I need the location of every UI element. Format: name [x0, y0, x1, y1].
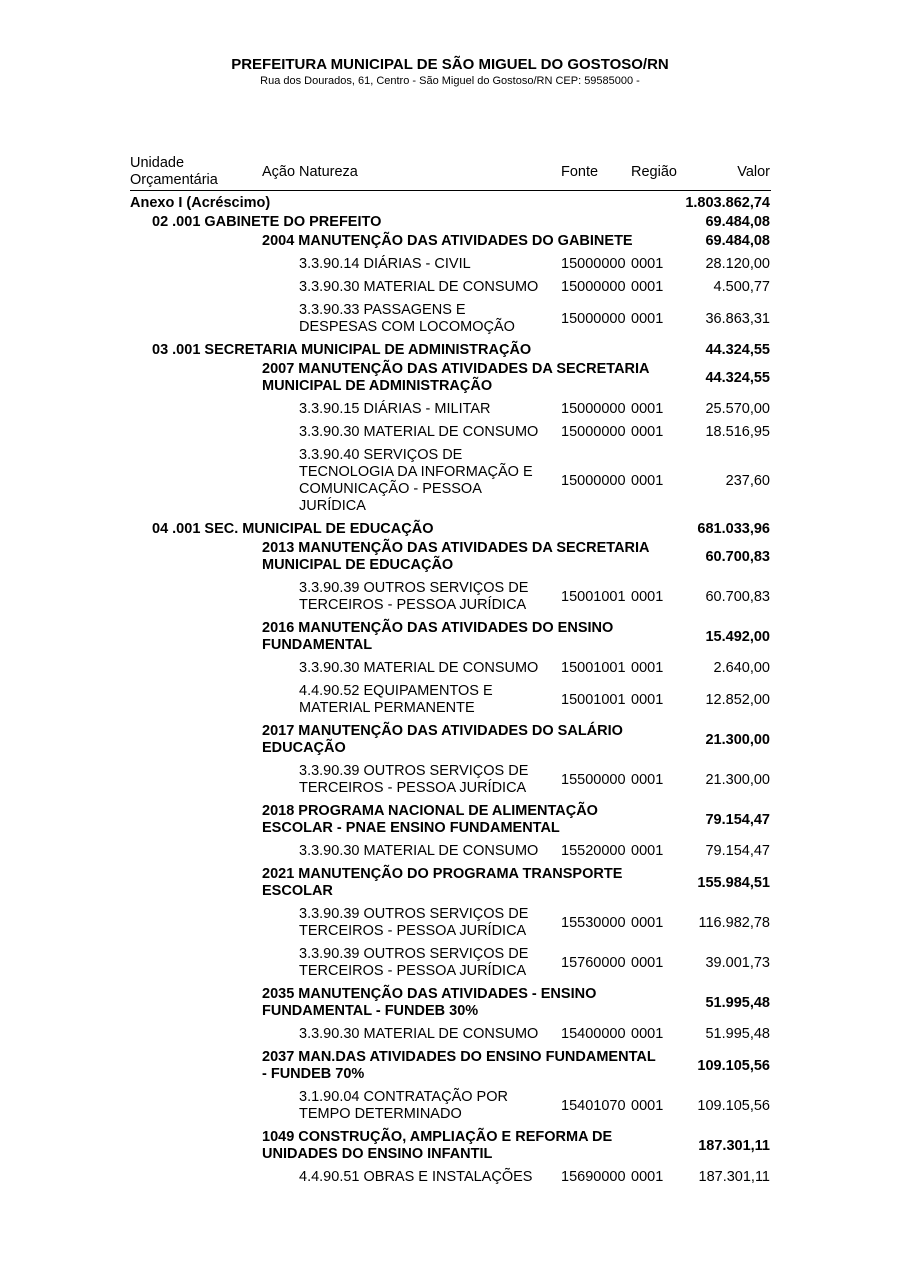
- action-label: 2004 MANUTENÇÃO DAS ATIVIDADES DO GABINETE: [262, 233, 633, 249]
- item-value: 109.105,56: [697, 1097, 770, 1114]
- item-value: 4.500,77: [713, 279, 770, 295]
- action-label: ESCOLAR: [262, 883, 333, 899]
- item-label: 3.3.90.39 OUTROS SERVIÇOS DE: [299, 946, 529, 962]
- item-value: 187.301,11: [698, 1169, 770, 1185]
- item-label: JURÍDICA: [299, 498, 366, 514]
- item-label: 3.3.90.30 MATERIAL DE CONSUMO: [299, 424, 539, 440]
- action-label: EDUCAÇÃO: [262, 740, 346, 756]
- action-label: MUNICIPAL DE ADMINISTRAÇÃO: [262, 378, 493, 394]
- col-acao: Ação: [262, 164, 296, 180]
- action-label: 2007 MANUTENÇÃO DAS ATIVIDADES DA SECRETARIA: [262, 361, 650, 377]
- fonte-code: 15400000: [561, 1026, 626, 1042]
- unit-value: 681.033,96: [697, 521, 770, 537]
- item-label: 4.4.90.51 OBRAS E INSTALAÇÕES: [299, 1169, 533, 1185]
- item-label: 3.3.90.30 MATERIAL DE CONSUMO: [299, 660, 539, 676]
- fonte-code: 15001001: [561, 588, 626, 605]
- fonte-code: 15530000: [561, 914, 626, 931]
- action-value: 21.300,00: [705, 731, 770, 748]
- item-label: TERCEIROS - PESSOA JURÍDICA: [299, 923, 527, 939]
- item-value: 60.700,83: [705, 588, 770, 605]
- col-valor: Valor: [737, 164, 770, 180]
- item-label: MATERIAL PERMANENTE: [299, 700, 475, 716]
- unit-label: 04 .001 SEC. MUNICIPAL DE EDUCAÇÃO: [152, 521, 434, 537]
- action-value: 187.301,11: [698, 1137, 770, 1154]
- item-label: 3.3.90.39 OUTROS SERVIÇOS DE: [299, 906, 529, 922]
- unit-value: 69.484,08: [705, 214, 770, 230]
- item-value: 39.001,73: [705, 954, 770, 971]
- document-address: Rua dos Dourados, 61, Centro - São Miguel do Gostoso/RN CEP: 59585000 -: [260, 75, 640, 87]
- fonte-code: 15000000: [561, 472, 626, 489]
- fonte-code: 15520000: [561, 843, 626, 859]
- item-value: 18.516,95: [705, 424, 770, 440]
- item-label: 3.3.90.14 DIÁRIAS - CIVIL: [299, 256, 471, 272]
- regiao-code: 0001: [631, 310, 664, 327]
- regiao-code: 0001: [631, 1026, 664, 1042]
- regiao-code: 0001: [631, 1169, 664, 1185]
- regiao-code: 0001: [631, 843, 664, 859]
- fonte-code: 15000000: [561, 424, 626, 440]
- fonte-code: 15401070: [561, 1097, 626, 1114]
- col-natureza: Natureza: [299, 164, 358, 180]
- item-value: 36.863,31: [705, 310, 770, 327]
- fonte-code: 15690000: [561, 1169, 626, 1185]
- action-label: 1049 CONSTRUÇÃO, AMPLIAÇÃO E REFORMA DE: [262, 1129, 613, 1145]
- action-label: ESCOLAR - PNAE ENSINO FUNDAMENTAL: [262, 820, 560, 836]
- item-value: 116.982,78: [698, 914, 770, 931]
- regiao-code: 0001: [631, 588, 664, 605]
- regiao-code: 0001: [631, 424, 664, 440]
- action-value: 44.324,55: [705, 369, 770, 386]
- fonte-code: 15001001: [561, 660, 626, 676]
- fonte-code: 15000000: [561, 401, 626, 417]
- regiao-code: 0001: [631, 954, 664, 971]
- item-label: 3.3.90.30 MATERIAL DE CONSUMO: [299, 843, 539, 859]
- regiao-code: 0001: [631, 401, 664, 417]
- unit-label: 03 .001 SECRETARIA MUNICIPAL DE ADMINISTRAÇÃO: [152, 342, 532, 358]
- action-label: - FUNDEB 70%: [262, 1066, 365, 1082]
- action-value: 15.492,00: [705, 628, 770, 645]
- item-label: TEMPO DETERMINADO: [299, 1106, 462, 1122]
- unit-label: 02 .001 GABINETE DO PREFEITO: [152, 214, 382, 230]
- item-label: TERCEIROS - PESSOA JURÍDICA: [299, 963, 527, 979]
- item-value: 237,60: [725, 472, 770, 489]
- action-label: FUNDAMENTAL: [262, 637, 373, 653]
- action-value: 155.984,51: [697, 874, 770, 891]
- item-value: 51.995,48: [705, 1026, 770, 1042]
- item-value: 25.570,00: [705, 401, 770, 417]
- action-label: 2035 MANUTENÇÃO DAS ATIVIDADES - ENSINO: [262, 986, 597, 1002]
- action-value: 60.700,83: [705, 548, 770, 565]
- item-value: 21.300,00: [705, 771, 770, 788]
- regiao-code: 0001: [631, 771, 664, 788]
- col-fonte: Fonte: [561, 164, 599, 180]
- item-label: 3.3.90.30 MATERIAL DE CONSUMO: [299, 279, 539, 295]
- regiao-code: 0001: [631, 660, 664, 676]
- fonte-code: 15500000: [561, 771, 626, 788]
- item-label: 4.4.90.52 EQUIPAMENTOS E: [299, 683, 493, 699]
- item-label: TERCEIROS - PESSOA JURÍDICA: [299, 780, 527, 796]
- action-label: MUNICIPAL DE EDUCAÇÃO: [262, 557, 454, 573]
- item-label: 3.3.90.15 DIÁRIAS - MILITAR: [299, 401, 491, 417]
- action-value: 79.154,47: [705, 811, 770, 828]
- unit-value: 44.324,55: [705, 342, 770, 358]
- action-value: 51.995,48: [705, 994, 770, 1011]
- col-unidade-line1: Unidade: [130, 155, 185, 171]
- item-label: 3.3.90.40 SERVIÇOS DE: [299, 447, 463, 463]
- item-value: 2.640,00: [713, 660, 770, 676]
- fonte-code: 15000000: [561, 310, 626, 327]
- document-title: PREFEITURA MUNICIPAL DE SÃO MIGUEL DO GOSTOSO/RN: [231, 56, 669, 73]
- item-label: TERCEIROS - PESSOA JURÍDICA: [299, 597, 527, 613]
- regiao-code: 0001: [631, 472, 664, 489]
- item-label: DESPESAS COM LOCOMOÇÃO: [299, 319, 515, 335]
- fonte-code: 15001001: [561, 691, 626, 708]
- regiao-code: 0001: [631, 1097, 664, 1114]
- action-label: 2017 MANUTENÇÃO DAS ATIVIDADES DO SALÁRIO: [262, 723, 623, 739]
- action-label: 2013 MANUTENÇÃO DAS ATIVIDADES DA SECRETARIA: [262, 540, 650, 556]
- fonte-code: 15000000: [561, 279, 626, 295]
- item-value: 28.120,00: [705, 256, 770, 272]
- item-label: 3.3.90.30 MATERIAL DE CONSUMO: [299, 1026, 539, 1042]
- col-unidade-line2: Orçamentária: [130, 172, 218, 188]
- anexo-label: Anexo I (Acréscimo): [130, 195, 271, 211]
- action-label: 2018 PROGRAMA NACIONAL DE ALIMENTAÇÃO: [262, 803, 598, 819]
- action-label: UNIDADES DO ENSINO INFANTIL: [262, 1146, 493, 1162]
- regiao-code: 0001: [631, 914, 664, 931]
- item-label: 3.1.90.04 CONTRATAÇÃO POR: [299, 1089, 508, 1105]
- action-value: 109.105,56: [697, 1057, 770, 1074]
- anexo-value: 1.803.862,74: [685, 195, 770, 211]
- item-label: 3.3.90.33 PASSAGENS E: [299, 302, 466, 318]
- item-label: COMUNICAÇÃO - PESSOA: [299, 481, 482, 497]
- item-value: 12.852,00: [705, 691, 770, 708]
- item-label: 3.3.90.39 OUTROS SERVIÇOS DE: [299, 763, 529, 779]
- regiao-code: 0001: [631, 256, 664, 272]
- item-label: 3.3.90.39 OUTROS SERVIÇOS DE: [299, 580, 529, 596]
- action-label: FUNDAMENTAL - FUNDEB 30%: [262, 1003, 479, 1019]
- fonte-code: 15000000: [561, 256, 626, 272]
- action-label: 2021 MANUTENÇÃO DO PROGRAMA TRANSPORTE: [262, 866, 623, 882]
- action-value: 69.484,08: [705, 233, 770, 249]
- fonte-code: 15760000: [561, 954, 626, 971]
- regiao-code: 0001: [631, 279, 664, 295]
- regiao-code: 0001: [631, 691, 664, 708]
- col-regiao: Região: [631, 164, 677, 180]
- action-label: 2016 MANUTENÇÃO DAS ATIVIDADES DO ENSINO: [262, 620, 614, 636]
- item-value: 79.154,47: [705, 843, 770, 859]
- action-label: 2037 MAN.DAS ATIVIDADES DO ENSINO FUNDAMENTAL: [262, 1049, 656, 1065]
- item-label: TECNOLOGIA DA INFORMAÇÃO E: [299, 464, 533, 480]
